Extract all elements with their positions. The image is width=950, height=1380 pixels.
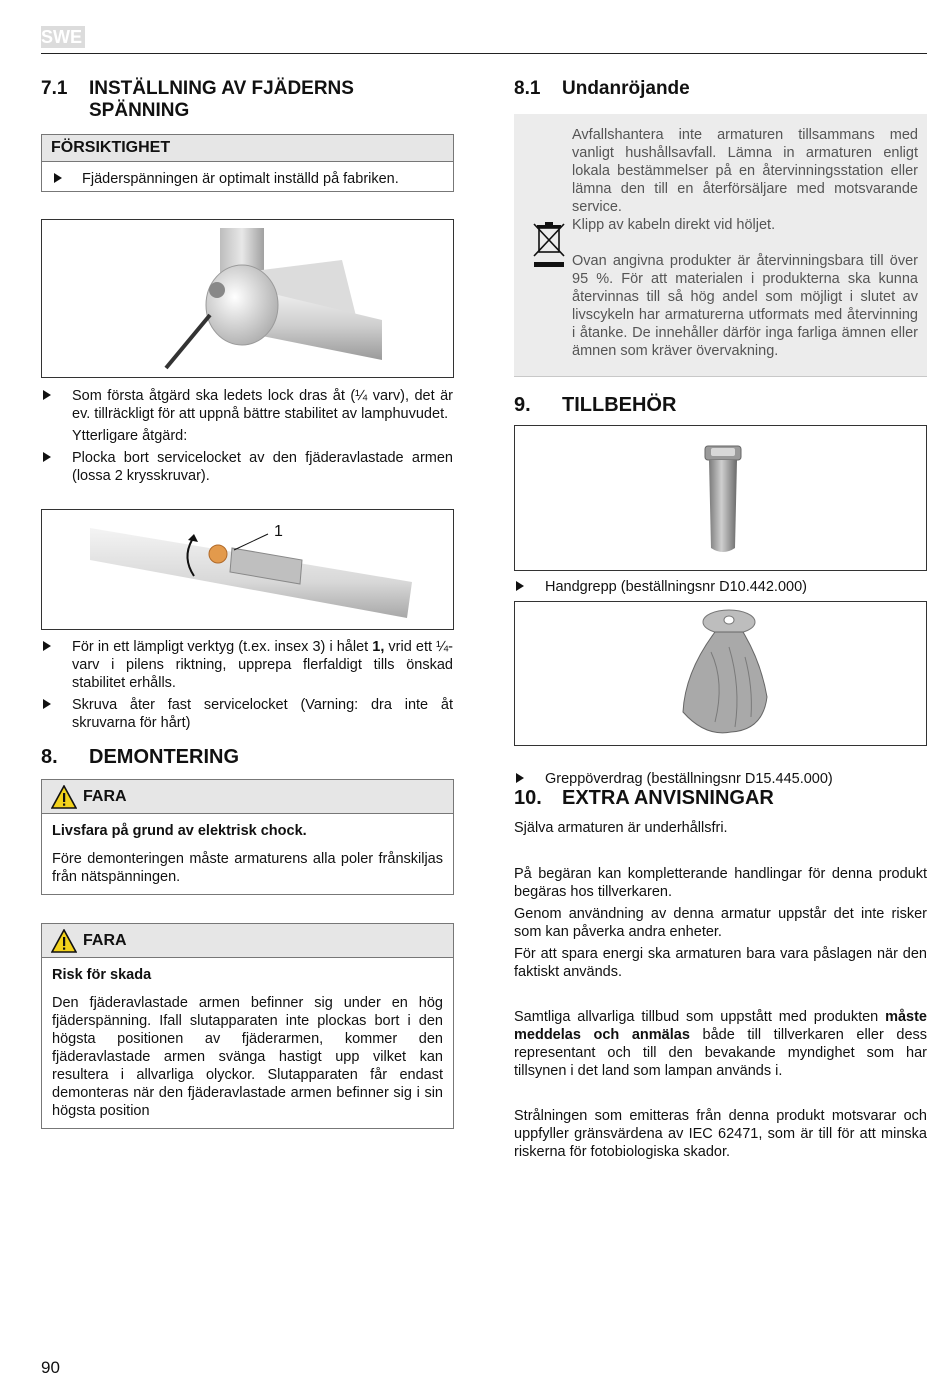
step-4: Skruva åter fast servicelocket (Varning: dra inte åt skruvarna för hårt) xyxy=(41,696,453,732)
caution-item: Fjäderspänningen är optimalt inställd på fabriken. xyxy=(52,170,443,188)
weee-bin-icon xyxy=(532,220,566,268)
step-2: Plocka bort servicelocket av den fjäderavlastade armen (lossa 2 krysskruvar). xyxy=(41,449,453,485)
section-title: TILLBEHÖR xyxy=(562,394,677,416)
caution-box xyxy=(41,134,454,192)
disposal-panel xyxy=(514,114,927,377)
danger-box-electric xyxy=(41,779,454,895)
danger-heading: Livsfara på grund av elektrisk chock. xyxy=(52,823,307,839)
danger-label: FARA xyxy=(83,787,127,805)
grip-cover-figure xyxy=(514,601,927,746)
disposal-text-1: Avfallshantera inte armaturen tillsammans med vanligt hushållsavfall. Lämna in armaturen enligt lokala bestämmelser på en återvinningsstation eller lämna den till en återförsäljare med motsvarande service. xyxy=(572,127,918,215)
section-title: Undanröjande xyxy=(562,78,690,99)
language-tag: SWE xyxy=(41,26,85,48)
danger-label: FARA xyxy=(83,931,127,949)
section-number: 9. xyxy=(514,394,531,416)
danger-text: Före demonteringen måste armaturens alla poler frånskiljas från nätspänningen. xyxy=(52,851,443,885)
page-number: 90 xyxy=(41,1358,60,1377)
danger-box-injury xyxy=(41,923,454,1129)
accessory-item-2: Greppöverdrag (beställningsnr D15.445.000) xyxy=(514,770,925,788)
section-8-heading xyxy=(41,746,453,768)
section-7-1-heading xyxy=(41,78,453,122)
section-10-heading xyxy=(514,787,927,809)
caution-label: FÖRSIKTIGHET xyxy=(42,135,453,162)
note-4: För att spara energi ska armaturen bara vara påslagen när den faktiskt används. xyxy=(514,946,927,980)
section-number: 10. xyxy=(514,787,542,809)
handle-illustration xyxy=(515,426,926,570)
step-3: För in ett lämpligt verktyg (t.ex. insex 3) i hålet 1, vrid ett ¼-varv i pilens riktning, upprepa flerfaldigt tills önskad stabilitet erhålls. xyxy=(41,638,453,692)
note-3: Genom användning av denna armatur uppstår det inte risker som kan påverka andra enheter. xyxy=(514,906,927,940)
section-8-1-heading xyxy=(514,78,927,100)
step-1: Som första åtgärd ska ledets lock dras åt (¼ varv), det är ev. tillräckligt för att uppnå bättre stabilitet av lamphuvudet. xyxy=(41,387,453,423)
service-lid-figure xyxy=(41,509,454,630)
section-9-heading xyxy=(514,394,927,416)
accessory-item-1: Handgrepp (beställningsnr D10.442.000) xyxy=(514,578,925,596)
callout-1: 1 xyxy=(274,523,283,540)
warning-triangle-icon xyxy=(51,785,77,809)
danger-heading: Risk för skada xyxy=(52,967,152,983)
section-number: 7.1 xyxy=(41,78,68,99)
disposal-text-2: Klipp av kabeln direkt vid höljet. xyxy=(572,217,776,233)
section-title: INSTÄLLNING AV FJÄDERNS SPÄNNING xyxy=(89,78,354,121)
section-title: DEMONTERING xyxy=(89,746,239,768)
further-step-label: Ytterligare åtgärd: xyxy=(72,428,188,444)
disposal-text-3: Ovan angivna produkter är återvinningsbara till över 95 %. För att materialen i produkterna ska kunna återvinnas till så hög andel som möjligt i slutet av livscykeln har armaturerna utformats med återvinning i åtanke. De innehåller därför inga farliga ämnen eller ämnen som kräver övervakning. xyxy=(572,253,918,359)
note-6: Strålningen som emitteras från denna produkt motsvarar och uppfyller gränsvärdena av IEC 62471, som är till för att minska riskerna för fotobiologiska skador. xyxy=(514,1108,927,1160)
joint-figure xyxy=(41,219,454,378)
joint-illustration xyxy=(42,220,453,377)
grip-cover-illustration xyxy=(515,602,926,745)
handle-figure xyxy=(514,425,927,571)
note-5: Samtliga allvarliga tillbud som uppstått med produkten måste meddelas och anmälas både till tillverkaren eller dess representant och till den bevakande myndighet som har tillsynen i det land som lampan används i. xyxy=(514,1009,928,1079)
header-rule xyxy=(41,53,927,54)
section-number: 8.1 xyxy=(514,78,541,99)
warning-triangle-icon xyxy=(51,929,77,953)
extra-notes xyxy=(514,819,927,1161)
arm-illustration xyxy=(42,510,453,629)
danger-text: Den fjäderavlastade armen befinner sig under en hög fjäderspänning. Ifall slutapparaten inte plockas bort i den högsta positionen av fjäderarmen, kommer den fjäderavlastade armen svänga hastigt upp vilket kan resultera i allvarliga olyckor. Slutapparaten får endast demonteras när den fjäderavlastade armen befinner sig i sin högsta position xyxy=(52,995,443,1119)
section-title: EXTRA ANVISNINGAR xyxy=(562,787,774,809)
note-2: På begäran kan kompletterande handlingar för denna produkt begäras hos tillverkaren. xyxy=(514,866,927,900)
note-1: Själva armaturen är underhållsfri. xyxy=(514,820,728,836)
section-number: 8. xyxy=(41,746,58,768)
